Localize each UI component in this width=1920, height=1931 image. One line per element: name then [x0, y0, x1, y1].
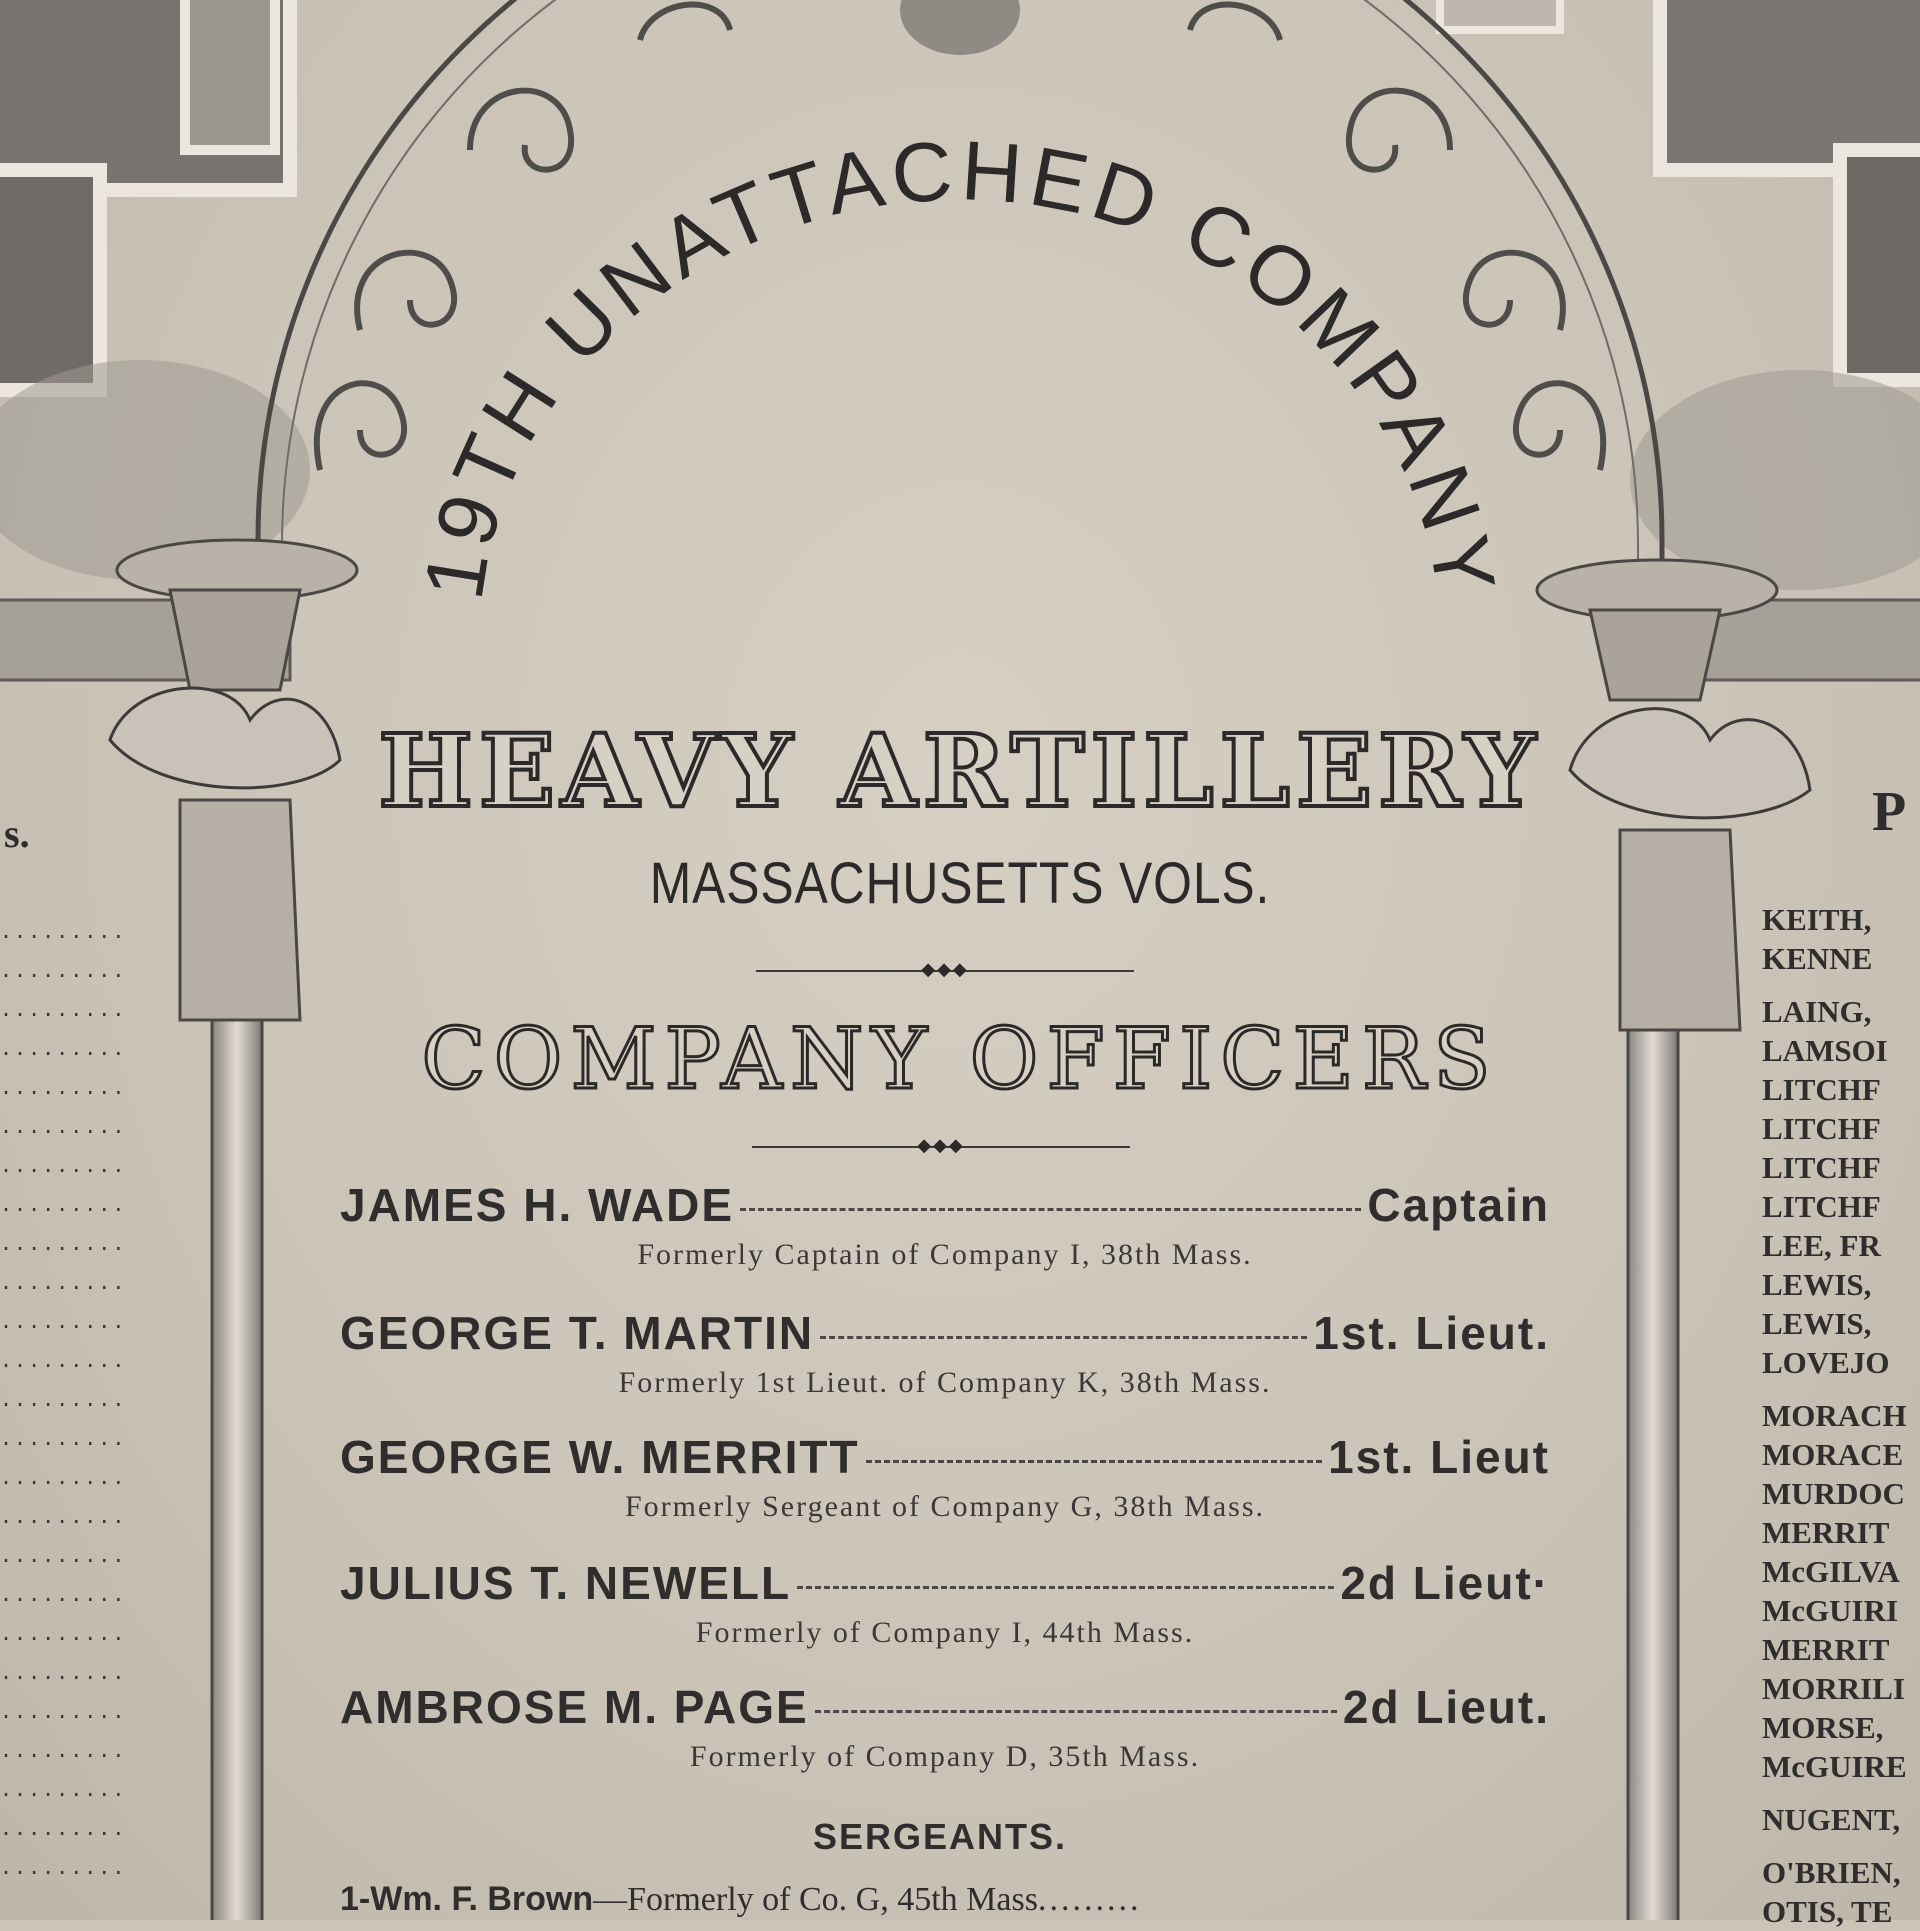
officer-name: GEORGE W. MERRITT — [340, 1431, 860, 1483]
officer-note: Formerly Captain of Company I, 38th Mass. — [637, 1238, 1253, 1271]
officer-note: Formerly 1st Lieut. of Company K, 38th Mass. — [618, 1366, 1272, 1399]
roster-name: MORACE — [1762, 1437, 1904, 1472]
divider-top: ◆◆◆ — [756, 970, 1134, 972]
sergeants-title: SERGEANTS. — [812, 1816, 1068, 1857]
roster-name: LEE, FR — [1762, 1228, 1881, 1263]
officer-name: JAMES H. WADE — [340, 1179, 735, 1231]
officer-name: JULIUS T. NEWELL — [340, 1557, 792, 1609]
left-column-caption: s. — [4, 811, 30, 856]
officer-entry — [340, 1556, 1550, 1650]
officer-entry — [340, 1680, 1550, 1774]
roster-name: MORSE, — [1762, 1710, 1884, 1745]
right-roster-column — [1762, 900, 1920, 1931]
roster-name: McGUIRE — [1762, 1749, 1907, 1784]
right-column-caption: P — [1872, 781, 1907, 843]
officer-note: Formerly of Company I, 44th Mass. — [695, 1616, 1195, 1649]
roster-name: LITCHF — [1762, 1150, 1881, 1185]
roster-name: MORRILI — [1762, 1671, 1905, 1706]
roster-name: LOVEJO — [1762, 1345, 1890, 1380]
roster-name: MURDOC — [1762, 1476, 1905, 1511]
roster-name: LITCHF — [1762, 1072, 1881, 1107]
roster-name: LEWIS, — [1762, 1306, 1872, 1341]
arch-title: 19TH UNATTACHED COMPANY — [405, 123, 1515, 606]
roster-gap — [1762, 1839, 1920, 1853]
sergeant-leader: ......... — [1037, 1881, 1142, 1918]
roster-name: LAMSOI — [1762, 1033, 1888, 1068]
officer-rank: Captain — [1367, 1179, 1550, 1231]
officer-note: Formerly of Company D, 35th Mass. — [689, 1740, 1201, 1773]
roster-name: LEWIS, — [1762, 1267, 1872, 1302]
roster-name: McGUIRI — [1762, 1593, 1899, 1628]
officer-rank: 1st. Lieut — [1328, 1431, 1550, 1483]
roster-name: MERRIT — [1762, 1515, 1890, 1550]
roster-gap — [1762, 1382, 1920, 1396]
divider-bottom: ◆◆◆ — [752, 1146, 1130, 1148]
roster-name: O'BRIEN, — [1762, 1855, 1901, 1890]
sergeant-note: —Formerly of Co. G, 45th Mass — [593, 1881, 1038, 1918]
roster-name: MORACH — [1762, 1398, 1907, 1433]
officer-rank: 2d Lieut. — [1342, 1681, 1550, 1733]
left-dotted-leaders: ......... ......... ......... ......... ......... ......... ......... ......... ......... ......... ......... ......... ......... ......... ......... ......... ......... ......... ......... ......... ......... ......... ......... ......... ......... — [0, 919, 127, 1879]
roster-name: LAING, — [1762, 994, 1872, 1029]
roster-name: NUGENT, — [1762, 1802, 1901, 1837]
officer-rank: 1st. Lieut. — [1313, 1307, 1550, 1359]
roster-name: OTIS, TE — [1762, 1894, 1893, 1929]
section-title: COMPANY OFFICERS — [421, 1010, 1499, 1108]
officer-entry — [340, 1430, 1550, 1524]
roster-gap — [1762, 978, 1920, 992]
roster-gap — [1762, 1786, 1920, 1800]
officer-rank: 2d Lieut· — [1340, 1557, 1550, 1609]
main-title: HEAVY ARTILLERY — [378, 712, 1542, 830]
officer-note: Formerly Sergeant of Company G, 38th Mass. — [624, 1490, 1266, 1523]
roster-name: McGILVA — [1762, 1554, 1900, 1589]
officer-entry — [340, 1178, 1550, 1272]
roster-name: KEITH, — [1762, 902, 1872, 937]
sergeant-entry — [340, 1880, 1340, 1919]
officer-name: GEORGE T. MARTIN — [340, 1307, 815, 1359]
subtitle: MASSACHUSETTS VOLS. — [649, 851, 1271, 916]
roster-name: LITCHF — [1762, 1111, 1881, 1146]
officer-name: AMBROSE M. PAGE — [340, 1681, 809, 1733]
roster-name: LITCHF — [1762, 1189, 1881, 1224]
roster-name: KENNE — [1762, 941, 1873, 976]
sergeant-name: 1-Wm. F. Brown — [340, 1880, 594, 1918]
officer-entry — [340, 1306, 1550, 1400]
roster-name: MERRIT — [1762, 1632, 1890, 1667]
